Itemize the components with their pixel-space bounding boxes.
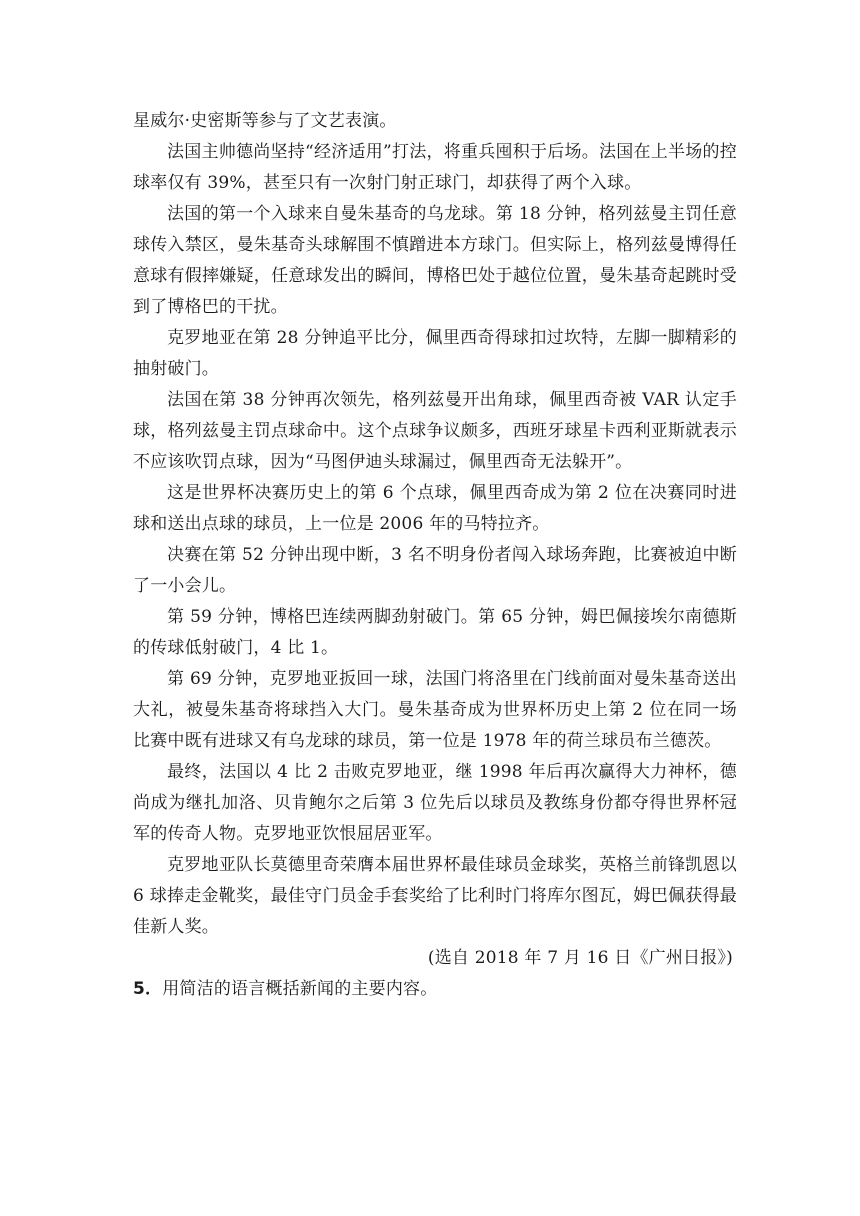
paragraph-penalty: 法国在第 38 分钟再次领先，格列兹曼开出角球，佩里西奇被 VAR 认定手球，格列兹曼主罚点球命中。这个点球争议颇多，西班牙球星卡西利亚斯就表示不应该吹罚点球，因为“马图伊迪头球漏过，佩里西奇无法躲开”。	[133, 390, 737, 472]
paragraph-goals: 第 59 分钟，博格巴连续两脚劲射破门。第 65 分钟，姆巴佩接埃尔南德斯的传球低射破门，4 比 1。	[133, 607, 737, 658]
paragraph-own-goal: 法国的第一个入球来自曼朱基奇的乌龙球。第 18 分钟，格列兹曼主罚任意球传入禁区，曼朱基奇头球解围不慎蹭进本方球门。但实际上，格列兹曼博得任意球有假摔嫌疑，任意球发出的瞬间，博格巴处于越位位置，曼朱基奇起跳时受到了博格巴的干扰。	[133, 204, 737, 317]
question-number: 5．	[133, 979, 163, 999]
question-text: 用简洁的语言概括新闻的主要内容。	[162, 979, 438, 999]
paragraph-tactics: 法国主帅德尚坚持“经济适用”打法，将重兵囤积于后场。法国在上半场的控球率仅有 39%，甚至只有一次射门射正球门，却获得了两个入球。	[133, 142, 737, 193]
paragraph-penalty-history: 这是世界杯决赛历史上的第 6 个点球，佩里西奇成为第 2 位在决赛同时进球和送出点球的球员，上一位是 2006 年的马特拉齐。	[133, 483, 737, 534]
paragraph-equalizer: 克罗地亚在第 28 分钟追平比分，佩里西奇得球扣过坎特，左脚一脚精彩的抽射破门。	[133, 328, 737, 379]
question-5	[133, 974, 737, 1005]
paragraph-awards: 克罗地亚队长莫德里奇荣膺本届世界杯最佳球员金球奖，英格兰前锋凯恩以 6 球捧走金靴奖，最佳守门员金手套奖给了比利时门将库尔图瓦，姆巴佩获得最佳新人奖。	[133, 855, 737, 937]
article-source: (选自 2018 年 7 月 16 日《广州日报》)	[427, 948, 733, 968]
paragraph-continuation: 星威尔·史密斯等参与了文艺表演。	[133, 111, 397, 131]
article-body	[133, 106, 737, 1005]
paragraph-result: 最终，法国以 4 比 2 击败克罗地亚，继 1998 年后再次赢得大力神杯，德尚成为继扎加洛、贝肯鲍尔之后第 3 位先后以球员及教练身份都夺得世界杯冠军的传奇人物。克罗地亚饮恨屈居亚军。	[133, 762, 737, 844]
paragraph-croatia-goal: 第 69 分钟，克罗地亚扳回一球，法国门将洛里在门线前面对曼朱基奇送出大礼，被曼朱基奇将球挡入大门。曼朱基奇成为世界杯历史上第 2 位在同一场比赛中既有进球又有乌龙球的球员，第一位是 1978 年的荷兰球员布兰德茨。	[133, 669, 737, 751]
paragraph-interruption: 决赛在第 52 分钟出现中断，3 名不明身份者闯入球场奔跑，比赛被迫中断了一小会儿。	[133, 545, 737, 596]
